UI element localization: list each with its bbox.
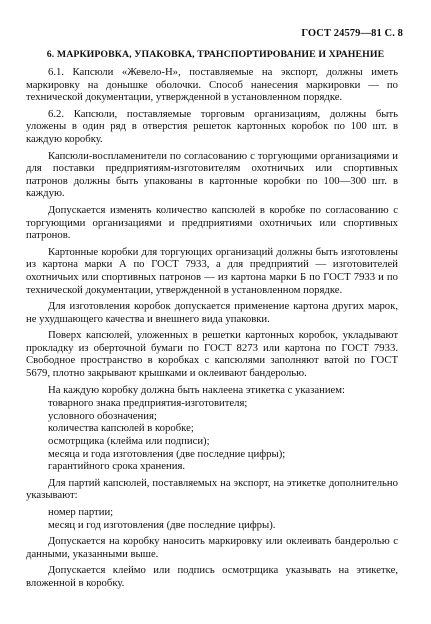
list-item: осмотрщика (клейма или подписи); xyxy=(48,435,210,448)
list-item: гарантийного срока хранения. xyxy=(48,460,186,473)
document-body xyxy=(26,66,398,594)
paragraph-6-2: 6.2. Капсюли, поставляемые торговым организациям, должны быть уложены в один ряд в отверстия решеток картонных коробок по 100 шт. в каждую коробку. xyxy=(26,107,398,145)
paragraph-primers-packing: Капсюли-воспламенители по согласованию с торгующими организациями и для поставки предприятиям-изготовителям охотничьих или спортивных патронов должны быть упакованы в картонные коробки по 100—300 шт. в каждую. xyxy=(26,149,398,200)
list-item: месяц и год изготовления (две последние цифры). xyxy=(48,518,276,531)
list-item: месяца и года изготовления (две последние цифры); xyxy=(48,447,286,460)
list-item: номер партии; xyxy=(48,506,114,518)
list-item: условного обозначения; xyxy=(48,409,157,422)
paragraph-box-marking: Допускается на коробку наносить маркировку или оклеивать бандеролью с данными, указанными выше. xyxy=(26,535,398,560)
paragraph-other-cardboard: Для изготовления коробок допускается применение картона других марок, не ухудшающего качества и внешнего вида упаковки. xyxy=(26,300,398,325)
list-item: товарного знака предприятия-изготовителя; xyxy=(48,397,248,410)
paragraph-inspector-stamp: Допускается клеймо или подпись осмотрщика указывать на этикетке, вложенной в коробку. xyxy=(26,564,398,589)
page-header: ГОСТ 24579—81 С. 8 xyxy=(301,28,403,39)
paragraph-box-sealing: Поверх капсюлей, уложенных в решетки картонных коробок, укладывают прокладку из оберточной бумаги по ГОСТ 8273 или картона по ГОСТ 7933. Свободное пространство в коробках с капсюлями заполняют ватой по ГОСТ 5679, плотно закрывают крышками и оклеивают бандеролью. xyxy=(26,329,398,380)
paragraph-box-material: Картонные коробки для торгующих организаций должны быть изготовлены из картона марки А по ГОСТ 7933, а для предприятий — изготовителей охотничьих или спортивных патронов — из картона марки Б по ГОСТ 7933 и по технической документации, утвержденной в установленном порядке. xyxy=(26,245,398,296)
list-item: количества капсюлей в коробке; xyxy=(48,422,194,435)
paragraph-quantity-change: Допускается изменять количество капсюлей в коробке по согласованию с торгующими организациями и предприятиями охотничьих или спортивных патронов. xyxy=(26,203,398,242)
paragraph-label-intro: На каждую коробку должна быть наклеена этикетка с указанием: xyxy=(48,383,346,396)
section-title: 6. МАРКИРОВКА, УПАКОВКА, ТРАНСПОРТИРОВАНИЕ И ХРАНЕНИЕ xyxy=(46,49,385,60)
paragraph-6-1: 6.1. Капсюли «Жевело-Н», поставляемые на экспорт, должны иметь маркировку на донышке оболочки. Способ нанесения маркировки — по технической документации, утвержденной в установленном порядке. xyxy=(26,66,398,104)
paragraph-export-label: Для партий капсюлей, поставляемых на экспорт, на этикетке дополнительно указывают: xyxy=(26,476,398,502)
